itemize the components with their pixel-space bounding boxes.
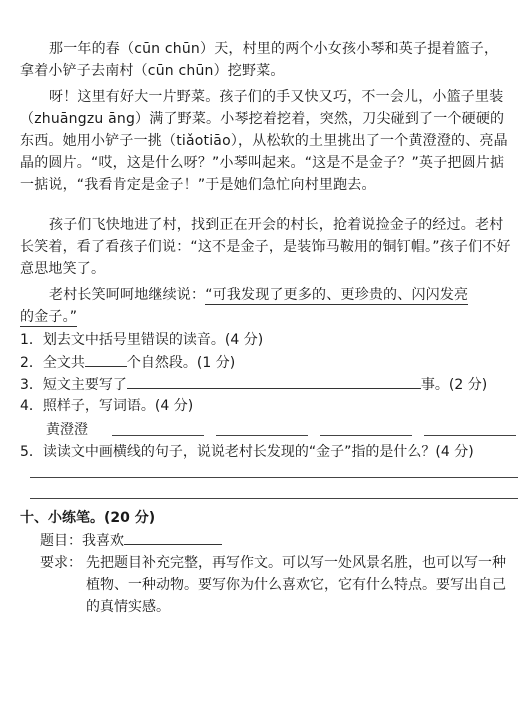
story-paragraph-1 xyxy=(20,38,520,82)
question-4-blank-1[interactable] xyxy=(112,435,204,436)
essay-topic-blank[interactable] xyxy=(124,530,222,545)
question-4-blank-4[interactable] xyxy=(424,435,516,436)
question-5: 5．读读文中画横线的句子，说说老村长发现的“金子”指的是什么？(4 分) xyxy=(20,444,474,460)
underlined-sentence-part1: “可我发现了更多的、更珍贵的、闪闪发亮 xyxy=(205,287,469,303)
question-4-example: 黄澄澄 xyxy=(46,422,88,438)
section-10-title: 十、小练笔。(20 分) xyxy=(20,510,156,526)
question-2 xyxy=(20,352,520,373)
question-2-prefix: 2．全文共 xyxy=(20,355,85,371)
question-4-blank-2[interactable] xyxy=(216,435,308,436)
underlined-sentence-part2: 的金子。” xyxy=(20,309,78,325)
question-3-blank[interactable] xyxy=(127,374,421,389)
story-p1-line1: 那一年的春（cūn chūn）天，村里的两个小女孩小琴和英子提着篮子， xyxy=(49,41,499,57)
question-3-suffix: 事。(2 分) xyxy=(420,377,488,393)
question-4: 4．照样子，写词语。(4 分) xyxy=(20,398,194,414)
question-4-blank-3[interactable] xyxy=(320,435,412,436)
question-5-answer-line-1[interactable] xyxy=(30,477,518,478)
essay-requirement-text: 先把题目补充完整，再写作文。可以写一处风景名胜，也可以写一种植物、一种动物。要写你为什么喜欢它，它有什么特点。要写出自己的真情实感。 xyxy=(86,555,506,615)
question-3 xyxy=(20,374,520,395)
question-3-prefix: 3．短文主要写了 xyxy=(20,377,127,393)
story-paragraph-3: 孩子们飞快地进了村，找到正在开会的村长，抢着说捡金子的经过。老村长笑着，看了看孩子们说：“这不是金子，是装饰马鞍用的铜钉帽。”孩子们不好意思地笑了。 xyxy=(20,217,511,277)
question-2-blank[interactable] xyxy=(85,352,127,367)
story-paragraph-2: 呀！这里有好大一片野菜。孩子们的手又快又巧，不一会儿，小篮子里装（zhuāngzu āng）满了野菜。小琴挖着挖着，突然，刀尖碰到了一个硬硬的东西。她用小铲子一挑（tiǎotiāo），从松软的土里挑出了一个黄澄澄的、亮晶晶的圆片。“哎，这是什么呀？”小琴叫起来。“这是不是金子？”英子把圆片掂一掂说，“我看肯定是金子！”于是她们急忙向村里跑去。 xyxy=(20,89,508,193)
story-p4-plain: 老村长笑呵呵地继续说： xyxy=(49,287,206,303)
story-p1-line2: 拿着小铲子去南村（cūn chūn）挖野菜。 xyxy=(20,63,285,79)
story-paragraph-4 xyxy=(20,284,516,328)
question-5-answer-line-2[interactable] xyxy=(30,498,518,499)
essay-topic xyxy=(40,530,529,551)
essay-topic-label: 题目：我喜欢 xyxy=(40,533,124,549)
question-2-suffix: 个自然段。(1 分) xyxy=(126,355,236,371)
question-4-row xyxy=(46,420,529,440)
essay-requirement-label: 要求： xyxy=(40,555,82,571)
question-1: 1．划去文中括号里错误的读音。(4 分) xyxy=(20,332,264,348)
